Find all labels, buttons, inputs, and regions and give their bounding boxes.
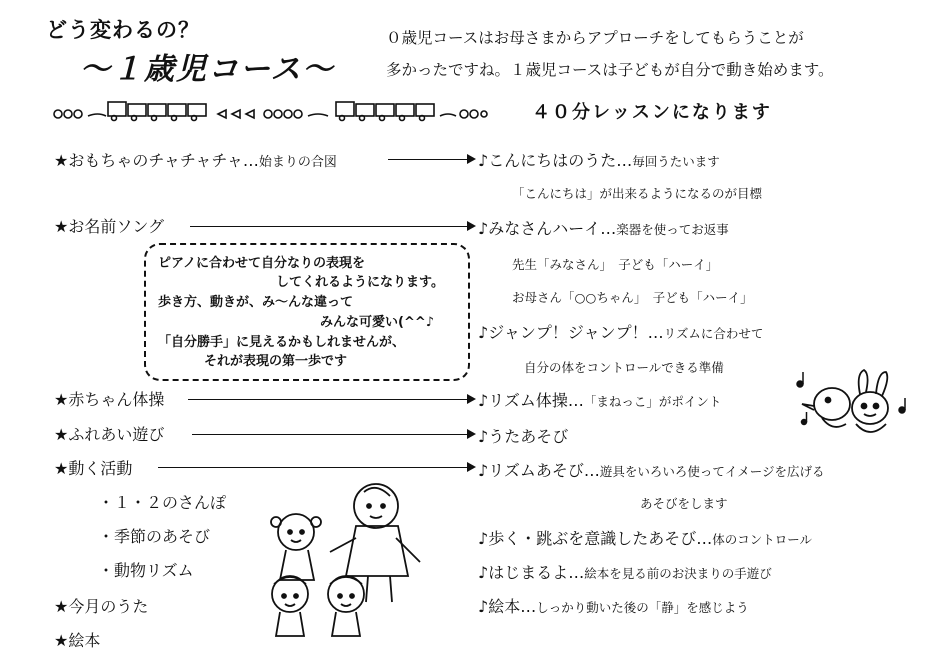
right-item-rhythm-play: ♪リズムあそび…遊具をいろいろ使ってイメージを広げる [478, 461, 825, 480]
intro-line-1: ０歳児コースはお母さまからアプローチをしてもらうことが [386, 29, 804, 47]
right-item-picture-book: ♪絵本…しっかり動いた後の「静」を感じよう [478, 597, 749, 616]
arrow-movement [158, 467, 474, 468]
callout-line-5: 「自分勝手」に見えるかもしれませんが、 [158, 335, 406, 350]
left-subitem-animal: ・動物リズム [98, 561, 194, 580]
callout-line-1: ピアノに合わせて自分なりの表現を [158, 256, 365, 271]
left-item-touch-play: ★ふれあい遊び [54, 425, 165, 444]
arrow-name-song [190, 226, 474, 227]
callout-line-4: みんな可愛い(^^♪ [320, 315, 435, 330]
left-item-monthly-song: ★今月のうた [54, 597, 149, 616]
lesson-length: ４０分レッスンになります [532, 102, 772, 123]
left-item-opening: ★おもちゃのチャチャチャ…始まりの合図 [54, 151, 337, 170]
right-item-minasan: ♪みなさんハーイ…楽器を使ってお返事 [478, 219, 729, 238]
right-note-hello-goal: 「こんにちは」が出来るようになるのが目標 [512, 186, 763, 201]
arrow-touch-play [192, 434, 474, 435]
arrow-opening [388, 159, 474, 160]
left-subitem-walk: ・１・２のさんぽ [98, 493, 227, 512]
right-item-jump: ♪ジャンプ！ジャンプ！…リズムに合わせて [478, 323, 764, 342]
left-subitem-season: ・季節のあそび [98, 527, 211, 546]
train-illustration-left [54, 102, 487, 121]
train-border [48, 94, 488, 124]
right-item-hello-song: ♪こんにちはのうた…毎回うたいます [478, 151, 720, 170]
right-item-song-play: ♪うたあそび [478, 427, 569, 446]
callout-line-3: 歩き方、動きが、み～んな違って [158, 295, 354, 310]
right-note-mother: お母さん「○○ちゃん」 子ども「ハーイ」 [512, 290, 753, 305]
left-item-baby-exercise: ★赤ちゃん体操 [54, 390, 165, 409]
left-item-movement: ★動く活動 [54, 459, 133, 478]
right-item-rhythm-exercise: ♪リズム体操…「まねっこ」がポイント [478, 391, 722, 410]
right-item-hajimaruyo: ♪はじまるよ…絵本を見る前のお決まりの手遊び [478, 563, 772, 582]
intro-line-2: 多かったですね。１歳児コースは子どもが自分で動き始めます。 [386, 61, 834, 79]
music-note-icon [797, 372, 905, 425]
children-illustration [256, 478, 470, 644]
page-title: ～１歳児コース～ [80, 52, 335, 87]
right-note-play: あそびをします [640, 496, 728, 511]
arrow-baby-exercise [188, 399, 474, 400]
title-question: どう変わるの？ [46, 18, 200, 42]
right-note-body-control: 自分の体をコントロールできる準備 [524, 360, 724, 375]
right-note-teacher: 先生「みなさん」 子ども「ハーイ」 [512, 257, 719, 272]
left-item-name-song: ★お名前ソング [54, 217, 165, 236]
callout-line-2: してくれるようになります。 [276, 275, 444, 290]
rabbit-duck-illustration [792, 368, 912, 442]
callout-line-6: それが表現の第一歩です [204, 354, 348, 369]
right-item-walk-jump: ♪歩く・跳ぶを意識したあそび…体のコントロール [478, 529, 812, 548]
left-item-picture-book: ★絵本 [54, 631, 101, 650]
